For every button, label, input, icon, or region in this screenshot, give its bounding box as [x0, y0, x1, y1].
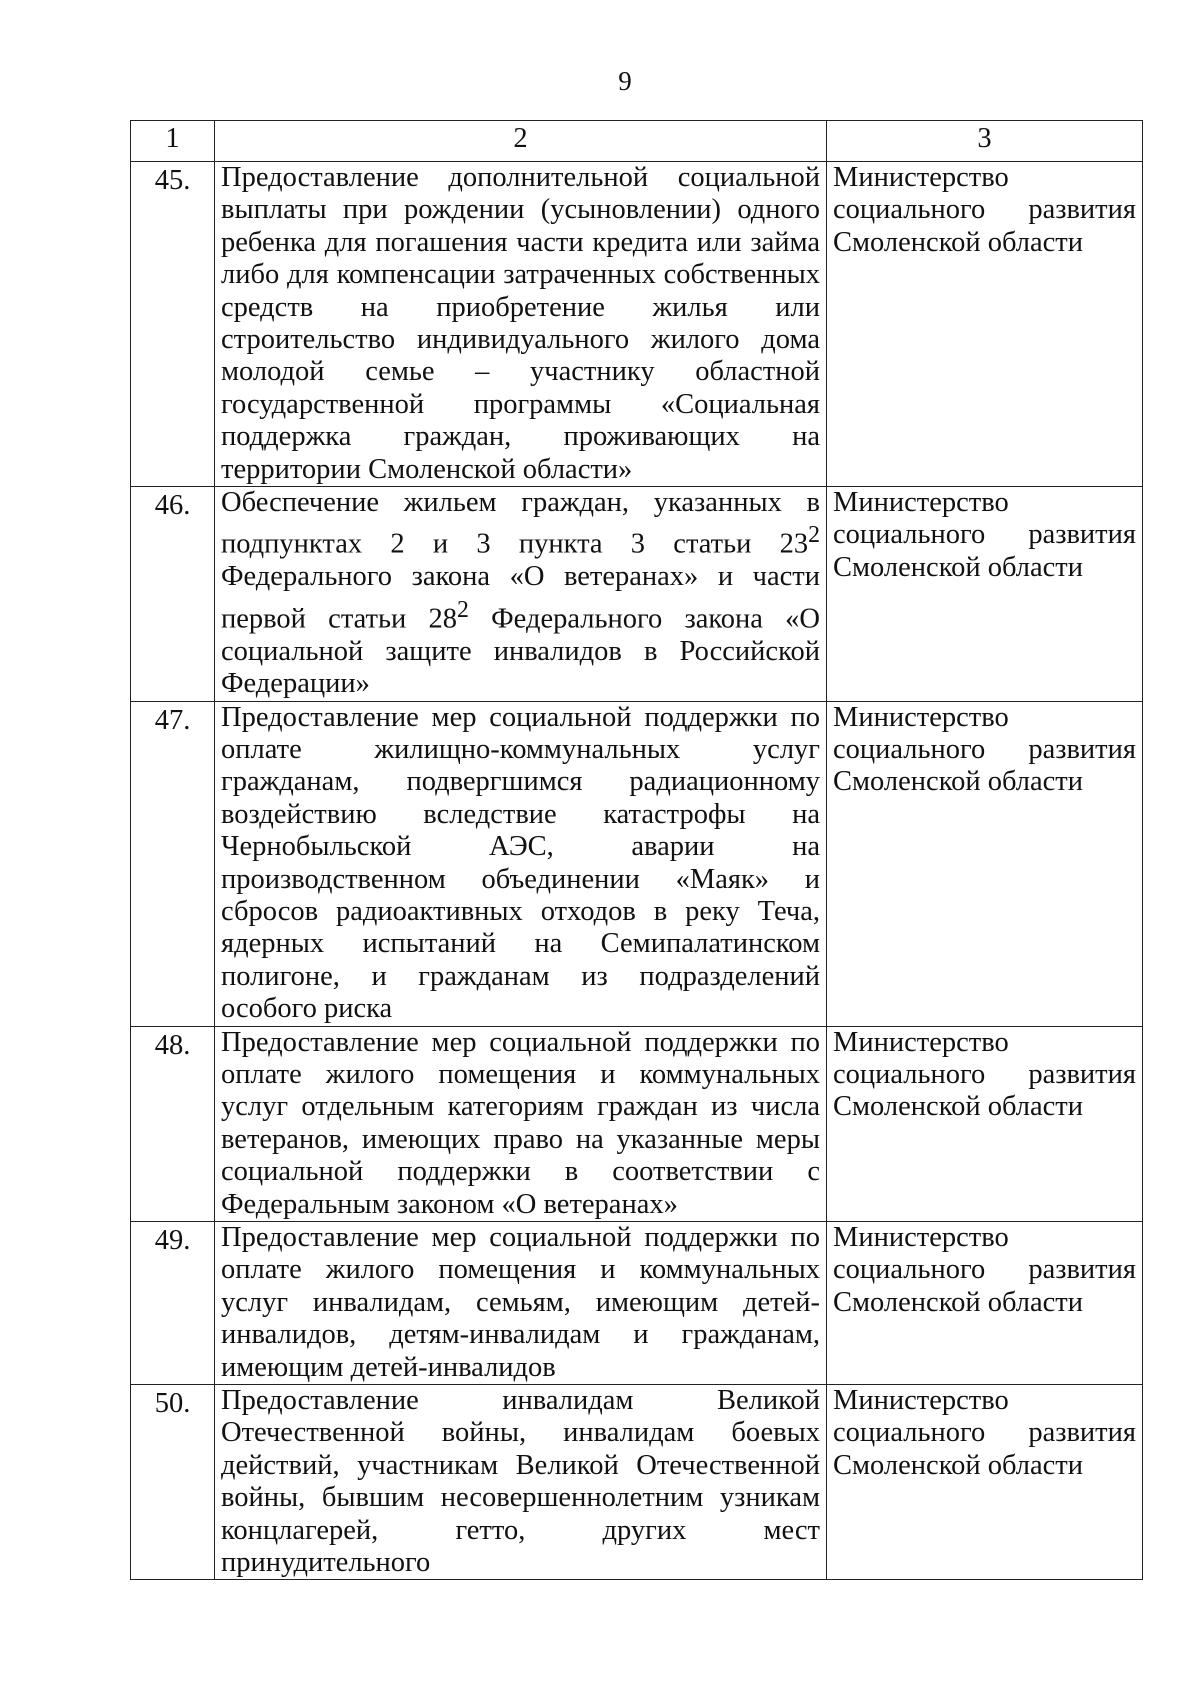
page-number: 9: [618, 66, 632, 96]
table-row: [131, 487, 1143, 701]
department-line: Министерство: [833, 162, 1009, 193]
department-line: Министерство: [833, 701, 1009, 733]
row-number: 46.: [131, 487, 215, 701]
department-line: Смоленской области: [833, 226, 1083, 258]
department-line: социального развития: [833, 1058, 1136, 1090]
department-line: Министерство: [833, 1222, 1009, 1253]
row-description: Предоставление дополнительной социальной выплаты при рождении (усыновлении) одного ребенка для погашения части кредита или займа либо для компенсации затраченных собственных средств на приобретение жилья или строительство индивидуального жилого дома молодой семье – участнику областной государственной программы «Социальная поддержка граждан, проживающих на территории Смоленской области»: [215, 162, 827, 487]
row-number: 45.: [131, 162, 215, 487]
table-row: [131, 162, 1143, 487]
description-part: Федерального закона «О социальной защите инвалидов в Российской Федерации»: [221, 603, 821, 700]
row-number: 49.: [131, 1222, 215, 1385]
table-header-row: [131, 121, 1143, 162]
superscript: 2: [457, 596, 469, 623]
department-line: Министерство: [833, 1385, 1009, 1417]
department-line: социального развития: [833, 1417, 1136, 1449]
row-description: [215, 487, 827, 701]
department-line: социального развития: [833, 194, 1136, 226]
row-number: 48.: [131, 1026, 215, 1221]
description-part: Обеспечение жильем граждан, указанных в подпунктах 2 и 3 пункта 3 статьи 23: [221, 487, 820, 560]
department-line: Смоленской области: [833, 1286, 1083, 1318]
row-description: Предоставление мер социальной поддержки по оплате жилого помещения и коммунальных услуг отдельным категориям граждан из числа ветеранов, имеющих право на указанные меры социальной поддержки в соответствии с Федеральным законом «О ветеранах»: [215, 1026, 827, 1221]
department-line: социального развития: [833, 519, 1136, 551]
row-description: Предоставление мер социальной поддержки по оплате жилого помещения и коммунальных услуг инвалидам, семьям, имеющим детей-инвалидов, детям-инвалидам и гражданам, имеющим детей-инвалидов: [215, 1222, 827, 1385]
department-line: Министерство: [833, 487, 1009, 519]
table-row: [131, 1385, 1143, 1580]
department-line: Смоленской области: [833, 551, 1083, 583]
department-line: Смоленской области: [833, 1091, 1083, 1123]
row-department: [827, 701, 1143, 1026]
table-row: [131, 1026, 1143, 1221]
department-line: социального развития: [833, 1254, 1136, 1286]
row-description: Предоставление мер социальной поддержки по оплате жилищно-коммунальных услуг гражданам, подвергшимся радиационному воздействию вследствие катастрофы на Чернобыльской АЭС, аварии на производственном объединении «Маяк» и сбросов радиоактивных отходов в реку Теча, ядерных испытаний на Семипалатинском полигоне, и гражданам из подразделений особого риска: [215, 701, 827, 1026]
header-col-1: 1: [131, 121, 215, 162]
header-col-3: 3: [827, 121, 1143, 162]
row-department: [827, 487, 1143, 701]
superscript: 2: [808, 522, 820, 549]
row-number: 50.: [131, 1385, 215, 1580]
header-col-2: 2: [215, 121, 827, 162]
department-line: Министерство: [833, 1026, 1009, 1058]
department-line: Смоленской области: [833, 1449, 1083, 1481]
row-department: [827, 162, 1143, 487]
row-department: [827, 1385, 1143, 1580]
table-row: [131, 701, 1143, 1026]
services-table: [130, 120, 1143, 1580]
description-part: Федерального закона «О ветеранах» и части первой статьи 28: [221, 561, 820, 635]
department-line: социального развития: [833, 733, 1136, 765]
row-department: [827, 1222, 1143, 1385]
row-number: 47.: [131, 701, 215, 1026]
department-line: Смоленской области: [833, 766, 1083, 798]
row-description: Предоставление инвалидам Великой Отечественной войны, инвалидам боевых действий, участникам Великой Отечественной войны, бывшим несовершеннолетним узникам концлагерей, гетто, других мест принудительного: [215, 1385, 827, 1580]
table-row: [131, 1222, 1143, 1385]
row-department: [827, 1026, 1143, 1221]
